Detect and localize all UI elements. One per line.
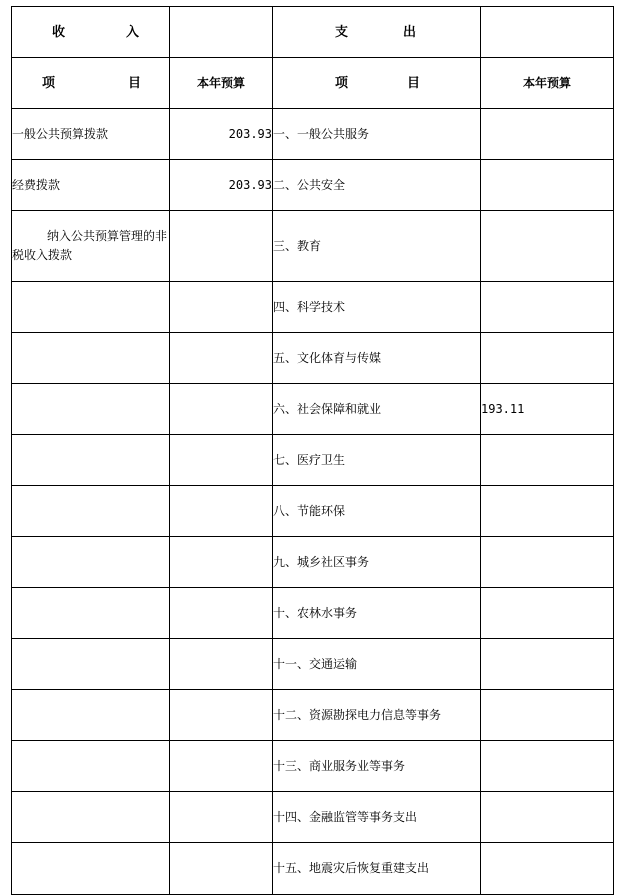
empty-cell (170, 843, 273, 895)
empty-cell (170, 588, 273, 639)
empty-cell (170, 333, 273, 384)
empty-cell (170, 486, 273, 537)
table-row (12, 486, 614, 537)
empty-cell (12, 588, 170, 639)
empty-cell (12, 843, 170, 895)
empty-cell (12, 486, 170, 537)
empty-cell (12, 537, 170, 588)
table-row (12, 211, 614, 282)
expense-label: 九、城乡社区事务 (273, 537, 481, 588)
expense-value (481, 486, 614, 537)
income-budget-header: 本年预算 (170, 58, 273, 109)
table-row (12, 690, 614, 741)
empty-cell (12, 435, 170, 486)
expense-label: 六、社会保障和就业 (273, 384, 481, 435)
expense-label: 十、农林水事务 (273, 588, 481, 639)
expense-value (481, 537, 614, 588)
table-row (12, 109, 614, 160)
empty-cell (12, 741, 170, 792)
table-row (12, 588, 614, 639)
income-value (170, 211, 273, 282)
table-row (12, 282, 614, 333)
empty-cell (12, 792, 170, 843)
income-header-b: 入 (125, 24, 139, 40)
expense-label: 十一、交通运输 (273, 639, 481, 690)
expense-budget-header: 本年预算 (481, 58, 614, 109)
empty-header-cell (481, 7, 614, 58)
income-value: 203.93 (170, 160, 273, 211)
empty-cell (170, 741, 273, 792)
item-header-b: 目 (406, 75, 420, 91)
table-row (12, 741, 614, 792)
table-row (12, 160, 614, 211)
expense-label: 二、公共安全 (273, 160, 481, 211)
item-header-b: 目 (127, 75, 141, 91)
expense-value: 193.11 (481, 384, 614, 435)
empty-cell (12, 333, 170, 384)
expense-label: 五、文化体育与传媒 (273, 333, 481, 384)
income-header-a: 收 (52, 24, 66, 40)
item-header-a: 项 (42, 75, 56, 91)
expense-header-a: 支 (335, 24, 349, 40)
income-label: 纳入公共预算管理的非税收入拨款 (12, 211, 170, 282)
empty-cell (170, 792, 273, 843)
table-row (12, 384, 614, 435)
table-header-row-2 (12, 58, 614, 109)
table-row (12, 792, 614, 843)
expense-label: 七、医疗卫生 (273, 435, 481, 486)
empty-cell (12, 690, 170, 741)
expense-value (481, 843, 614, 895)
expense-label: 八、节能环保 (273, 486, 481, 537)
expense-value (481, 109, 614, 160)
expense-value (481, 690, 614, 741)
income-label: 一般公共预算拨款 (12, 109, 170, 160)
empty-cell (170, 282, 273, 333)
expense-label: 十二、资源勘探电力信息等事务 (273, 690, 481, 741)
empty-header-cell (170, 7, 273, 58)
empty-cell (170, 537, 273, 588)
expense-value (481, 282, 614, 333)
expense-value (481, 160, 614, 211)
expense-value (481, 435, 614, 486)
empty-cell (12, 282, 170, 333)
expense-value (481, 588, 614, 639)
table-header-row-1 (12, 7, 614, 58)
expense-label: 三、教育 (273, 211, 481, 282)
expense-value (481, 211, 614, 282)
empty-cell (170, 690, 273, 741)
expense-label: 一、一般公共服务 (273, 109, 481, 160)
expense-item-header (273, 58, 481, 109)
table-row (12, 639, 614, 690)
expense-label: 十四、金融监管等事务支出 (273, 792, 481, 843)
expense-header-cell (273, 7, 481, 58)
income-label: 经费拨款 (12, 160, 170, 211)
empty-cell (12, 384, 170, 435)
table-row (12, 537, 614, 588)
table-row (12, 435, 614, 486)
budget-table (11, 6, 614, 895)
empty-cell (170, 639, 273, 690)
expense-value (481, 741, 614, 792)
income-value: 203.93 (170, 109, 273, 160)
empty-cell (12, 639, 170, 690)
empty-cell (170, 435, 273, 486)
expense-value (481, 792, 614, 843)
expense-value (481, 639, 614, 690)
table-row (12, 843, 614, 895)
item-header-a: 项 (335, 75, 349, 91)
expense-value (481, 333, 614, 384)
expense-label: 十五、地震灾后恢复重建支出 (273, 843, 481, 895)
empty-cell (170, 384, 273, 435)
table-row (12, 333, 614, 384)
income-item-header (12, 58, 170, 109)
income-header-cell (12, 7, 170, 58)
expense-label: 四、科学技术 (273, 282, 481, 333)
expense-header-b: 出 (402, 24, 416, 40)
expense-label: 十三、商业服务业等事务 (273, 741, 481, 792)
